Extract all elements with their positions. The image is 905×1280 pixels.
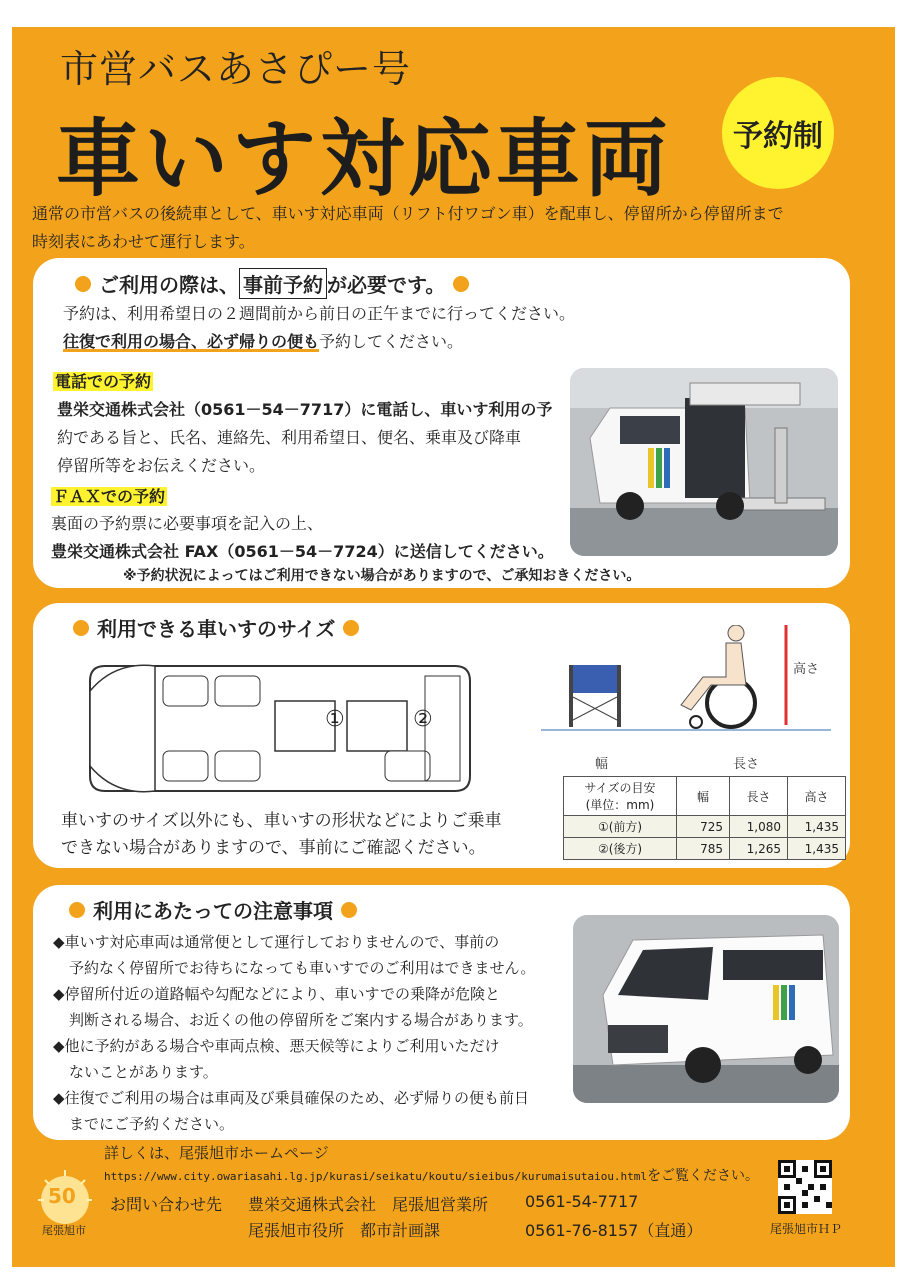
contact-label: お問い合わせ先 [110,1195,223,1214]
footer-url-line: https://www.city.owariasahi.lg.jp/kurasi/seikatu/koutu/sieibus/kurumaisutaiou.htmlをご覧ください。 [104,1168,760,1184]
reservation-heading-post: が必要です。 [327,273,446,297]
fax-reservation-label: ＦＡＸでの予約 [53,487,166,506]
phone-reservation-text: 豊栄交通株式会社（0561－54－7717）に電話し、車いす利用の予 約である旨と、氏名、連絡先、利用希望日、便名、乗車及び降車 停留所等をお伝えください。 [57,400,553,475]
reservation-heading-pre: ご利用の際は、 [99,273,239,297]
reservation-rule-2-emph: 往復で利用の場合、必ず帰りの便も [63,332,320,351]
qr-label: 尾張旭市ＨＰ [770,1222,843,1236]
list-item: ◆停留所付近の道路幅や勾配などにより、車いすでの乗降が危険と [53,985,500,1003]
size-panel [33,603,850,868]
fax-reservation-text: 裏面の予約票に必要事項を記入の上、 豊栄交通株式会社 FAX（0561－54－7724）に送信してください。 [51,514,554,561]
wheelchair-width-label: 幅 [595,757,609,772]
lift-van-illustration [570,368,838,556]
seat-2-label: ② [413,707,433,732]
bullet-dot-icon [73,620,89,636]
size-table-col-height: 高さ [788,777,846,816]
logo-number: 50 [48,1184,76,1208]
seat-1-label: ① [325,707,345,732]
flyer-title: 車いす対応車両 [56,110,673,208]
intro-line-2: 時刻表にあわせて運行します。 [32,232,255,251]
reservation-heading-boxed: 事前予約 [239,268,327,299]
logo-city: 尾張旭市 [42,1224,86,1237]
wheelchair-length-label: 長さ [733,757,760,772]
list-item: ◆車いす対応車両は通常便として運行しておりませんので、事前の [53,933,500,951]
qr-code-icon[interactable] [778,1160,832,1214]
bullet-dot-icon [69,902,85,918]
wheelchair-size-table [563,776,846,860]
list-item: ◆他に予約がある場合や車両点検、悪天候等によりご利用いただけ [53,1037,500,1055]
bullet-dot-icon [453,276,469,292]
van-front-illustration [573,915,839,1103]
wheelchair-dimension-diagram [541,625,831,757]
reservation-heading [75,268,469,299]
cautions-panel [33,885,850,1140]
footer-detail: 詳しくは、尾張旭市ホームページ [104,1144,329,1162]
contact-company: 豊栄交通株式会社 尾張旭営業所 [248,1195,489,1214]
reservation-rule-2-rest: 予約してください。 [319,332,464,351]
list-item: ◆往復でご利用の場合は車両及び乗員確保のため、必ず帰りの便も前日 [53,1089,529,1107]
contact-office: 尾張旭市役所 都市計画課 [248,1221,441,1240]
reservation-note: ※予約状況によってはご利用できない場合がありますので、ご承知おきください。 [123,568,641,584]
table-row: ②(後方) 785 1,265 1,435 [564,838,846,860]
contact-company-tel[interactable]: 0561-54-7717 [525,1192,639,1211]
size-table-col-length: 長さ [730,777,788,816]
bullet-dot-icon [341,902,357,918]
phone-reservation-label: 電話での予約 [55,372,152,391]
lift-van-photo [570,368,838,556]
van-front-photo [573,915,839,1103]
wheelchair-height-label: 高さ [793,662,820,677]
reservation-rule-2 [63,328,463,356]
reservation-badge: 予約制 [722,77,834,189]
size-table-col-width: 幅 [677,777,730,816]
size-note: 車いすのサイズ以外にも、車いすの形状などによりご乗車 できない場合がありますので、事前にご確認ください。 [61,811,502,858]
flyer-subtitle: 市営バスあさぴー号 [60,47,412,91]
size-heading: 利用できる車いすのサイズ [73,613,359,642]
city-50th-logo [30,1168,100,1238]
cautions-heading: 利用にあたっての注意事項 [69,895,357,924]
table-row: ①(前方) 725 1,080 1,435 [564,816,846,838]
intro-text [32,200,872,256]
size-table-header: サイズの目安 (単位：mm) [564,777,677,816]
reservation-rule-1: 予約は、利用希望日の２週間前から前日の正午までに行ってください。 [63,304,576,323]
cautions-list: ◆車いす対応車両は通常便として運行しておりませんので、事前の 予約なく停留所でお待ちになっても車いすでのご利用はできません。 ◆停留所付近の道路幅や勾配などにより、車いすでの乗降が危険と 判断される場合、お近くの他の停留所をご案内する場合があります。 ◆他に予約がある場合や車両点検、悪天候等によりご利用いただけ ないことがあります。 ◆往復でご利用の場合は車両及び乗員確保のため、必ず帰りの便も前日 までにご予約ください。 [53,929,535,1137]
qr-code-graphic [778,1160,832,1214]
bullet-dot-icon [75,276,91,292]
intro-line-1: 通常の市営バスの後続車として、車いす対応車両（リフト付ワゴン車）を配車し、停留所から停留所まで [32,204,784,223]
city-homepage-link[interactable]: https://www.city.owariasahi.lg.jp/kurasi/seikatu/koutu/sieibus/kurumaisutaiou.html [104,1170,648,1183]
bullet-dot-icon [343,620,359,636]
contact-office-tel[interactable]: 0561-76-8157（直通） [525,1221,703,1240]
reservation-panel [33,258,850,588]
